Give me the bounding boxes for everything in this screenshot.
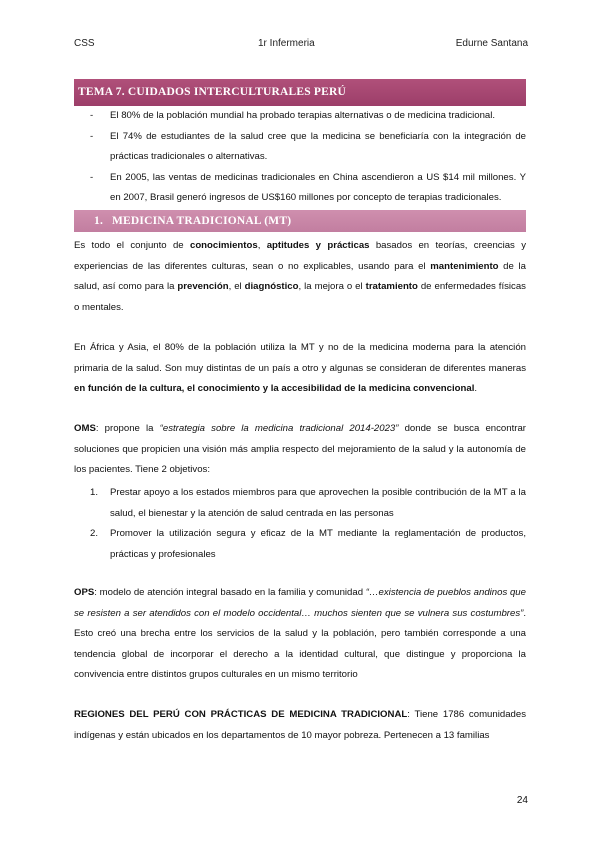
text-run: de enfermedades físicas o mentales.: [74, 281, 526, 313]
text-run: . Esto creó una brecha entre los servicios de la salud y la población, pero también corresponde a una tendencia global de incorporar el derecho a la identidad cultural, que distingue y proporciona la convivencia entre distintos grupos culturales en un mismo territorio: [74, 607, 526, 680]
section-number: 1.: [94, 215, 104, 227]
oms-objectives-list: [90, 483, 526, 565]
ops-quote: “…existencia de pueblos andinos que se resisten a ser atendidos con el modelo occidental… muchos sienten que se vulnera sus costumbres”: [74, 587, 526, 619]
objective-text: Prestar apoyo a los estados miembros para que aprovechen la posible contribución de la MT a la salud, el bienestar y la atención de salud centrada en las personas: [110, 487, 526, 519]
text-run: : Tiene 1786 comunidades indígenas y están ubicados en los departamentos de 10 mayor pobreza. Pertenecen a 13 familias: [74, 709, 526, 741]
bullet-text: El 80% de la población mundial ha probado terapias alternativas o de medicina tradicional.: [110, 110, 496, 121]
paragraph-definition: [74, 236, 526, 318]
list-item: [90, 127, 526, 168]
text-run: donde se busca encontrar soluciones que propicien una visión más amplia respecto del mejoramiento de la salud y la autonomía de los pacientes. Tiene 2 objetivos:: [74, 423, 526, 475]
header-subject: 1r Infermeria: [258, 38, 315, 49]
bold-term: aptitudes y prácticas: [266, 240, 370, 251]
bullet-text: En 2005, las ventas de medicinas tradicionales en China ascendieron a US $14 mil millones. Y en 2007, Brasil generó ingresos de US$160 millones por concepto de terapias tradicionales.: [110, 171, 526, 203]
page-number: 24: [516, 795, 528, 806]
paragraph-regiones: [74, 705, 526, 746]
bullet-marker: -: [90, 171, 94, 183]
objective-text: Promover la utilización segura y eficaz de la MT mediante la reglamentación de productos, prácticas y profesionales: [110, 528, 526, 560]
text-run: Es todo el conjunto de: [74, 240, 190, 251]
text-run: , el: [228, 281, 245, 292]
bullet-marker: -: [90, 110, 94, 121]
header-author: Edurne Santana: [455, 38, 528, 49]
text-run: basados en teorías, creencias y experiencias de las diferentes culturas, sean o no explicables, usando para el: [74, 240, 526, 272]
oms-quote: “estrategia sobre la medicina tradicional 2014-2023”: [159, 423, 399, 434]
text-run: ,: [257, 240, 267, 251]
bold-term: prevención: [177, 281, 229, 292]
bold-term: tratamiento: [365, 281, 418, 292]
paragraph-africa-asia: [74, 338, 526, 400]
text-run: : propone la: [95, 423, 160, 434]
text-run: En África y Asia, el 80% de la población utiliza la MT y no de la medicina moderna para la atención primaria de la salud. Son muy distintas de un país a otro y algunas se consideran de diferentes maneras: [74, 342, 526, 374]
list-item: [90, 524, 526, 565]
list-item: [90, 483, 526, 524]
section-title: MEDICINA TRADICIONAL (MT): [112, 215, 292, 227]
bold-term: en función de la cultura, el conocimiento y la accesibilidad de la medicina convencional: [74, 383, 475, 394]
bold-term: mantenimiento: [430, 260, 499, 272]
ops-label: OPS: [74, 587, 95, 598]
text-run: .: [474, 383, 478, 394]
section-title-banner: [74, 210, 526, 232]
text-run: , la mejora o el: [298, 281, 366, 292]
chapter-title: TEMA 7. CUIDADOS INTERCULTURALES PERÚ: [78, 86, 347, 98]
list-item: [90, 106, 526, 127]
paragraph-ops: [74, 583, 526, 686]
paragraph-oms: [74, 419, 526, 481]
chapter-title-banner: [74, 79, 526, 106]
bullet-text: El 74% de estudiantes de la salud cree que la medicina se beneficiaría con la integración de prácticas tradicionales o alternativas.: [110, 130, 526, 162]
bullet-marker: -: [90, 130, 94, 142]
oms-label: OMS: [74, 423, 96, 434]
regiones-label: REGIONES DEL PERÚ CON PRÁCTICAS DE MEDICINA TRADICIONAL: [74, 709, 408, 720]
header-course: CSS: [74, 38, 95, 49]
bold-term: diagnóstico: [244, 281, 299, 292]
intro-bullet-list: [90, 106, 526, 209]
list-number: 1.: [90, 487, 99, 498]
text-run: : modelo de atención integral basado en la familia y comunidad: [94, 587, 366, 598]
bold-term: conocimientos: [189, 240, 258, 251]
text-run: de la salud, así como para la: [74, 260, 526, 292]
list-number: 2.: [90, 528, 99, 539]
list-item: [90, 168, 526, 209]
